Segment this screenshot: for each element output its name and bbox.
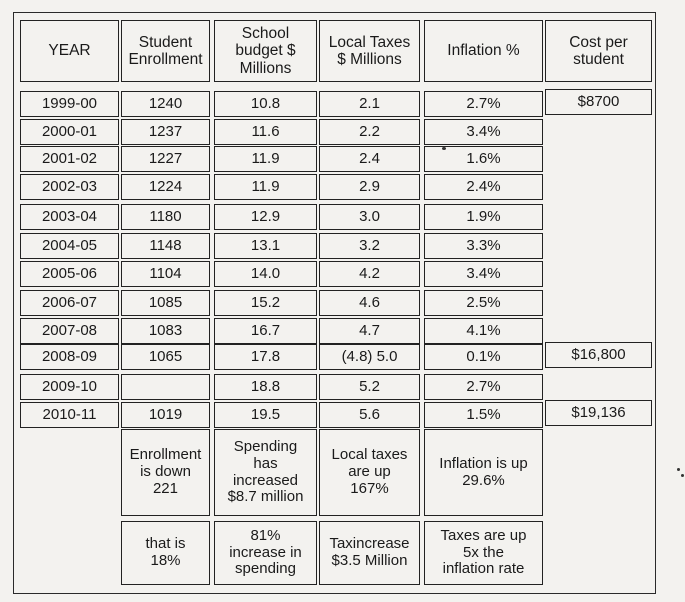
row-taxes-cell: 5.6 (319, 402, 420, 428)
row-cost-cell: $8700 (545, 89, 652, 115)
row-budget-cell: 13.1 (214, 233, 317, 259)
row-budget-cell: 10.8 (214, 91, 317, 117)
row-year-cell: 1999-00 (20, 91, 119, 117)
row-enrollment-cell: 1227 (121, 146, 210, 172)
summary1-taxes: Local taxes are up 167% (319, 429, 420, 516)
row-taxes-cell: 4.6 (319, 290, 420, 316)
row-year-cell: 2009-10 (20, 374, 119, 400)
row-enrollment-cell: 1224 (121, 174, 210, 200)
header-budget: School budget $ Millions (214, 20, 317, 82)
header-year: YEAR (20, 20, 119, 82)
row-year-cell: 2004-05 (20, 233, 119, 259)
header-taxes: Local Taxes $ Millions (319, 20, 420, 82)
row-year-cell: 2003-04 (20, 204, 119, 230)
row-budget-cell: 19.5 (214, 402, 317, 428)
row-enrollment-cell: 1104 (121, 261, 210, 287)
row-year-cell: 2000-01 (20, 119, 119, 145)
row-year-cell: 2005-06 (20, 261, 119, 287)
row-inflation-cell: 3.4% (424, 119, 543, 145)
scan-speck (677, 468, 680, 471)
row-taxes-cell: 2.4 (319, 146, 420, 172)
row-inflation-cell: 2.5% (424, 290, 543, 316)
row-taxes-cell: 2.2 (319, 119, 420, 145)
row-enrollment-cell: 1240 (121, 91, 210, 117)
row-taxes-cell: 4.2 (319, 261, 420, 287)
row-taxes-cell: 3.2 (319, 233, 420, 259)
summary2-budget: 81% increase in spending (214, 521, 317, 585)
summary1-inflation: Inflation is up 29.6% (424, 429, 543, 516)
row-inflation-cell: 1.5% (424, 402, 543, 428)
summary2-inflation: Taxes are up 5x the inflation rate (424, 521, 543, 585)
row-enrollment-cell: 1148 (121, 233, 210, 259)
row-taxes-cell: 3.0 (319, 204, 420, 230)
row-budget-cell: 12.9 (214, 204, 317, 230)
row-enrollment-cell: 1237 (121, 119, 210, 145)
row-inflation-cell: 4.1% (424, 318, 543, 344)
row-inflation-cell: 3.4% (424, 261, 543, 287)
row-taxes-cell: 5.2 (319, 374, 420, 400)
header-inflation: Inflation % (424, 20, 543, 82)
row-year-cell: 2001-02 (20, 146, 119, 172)
row-budget-cell: 14.0 (214, 261, 317, 287)
row-inflation-cell: 3.3% (424, 233, 543, 259)
row-budget-cell: 16.7 (214, 318, 317, 344)
row-inflation-cell: 0.1% (424, 344, 543, 370)
row-inflation-cell: 1.9% (424, 204, 543, 230)
row-year-cell: 2002-03 (20, 174, 119, 200)
row-year-cell: 2007-08 (20, 318, 119, 344)
row-taxes-cell: 2.9 (319, 174, 420, 200)
row-budget-cell: 11.6 (214, 119, 317, 145)
row-enrollment-cell: 1019 (121, 402, 210, 428)
summary2-enrollment: that is 18% (121, 521, 210, 585)
row-budget-cell: 11.9 (214, 146, 317, 172)
row-budget-cell: 18.8 (214, 374, 317, 400)
row-taxes-cell: 4.7 (319, 318, 420, 344)
row-enrollment-cell: 1083 (121, 318, 210, 344)
row-taxes-cell: (4.8) 5.0 (319, 344, 420, 370)
scan-speck (442, 147, 446, 150)
row-budget-cell: 17.8 (214, 344, 317, 370)
row-budget-cell: 11.9 (214, 174, 317, 200)
scan-speck (681, 474, 684, 477)
row-inflation-cell: 2.4% (424, 174, 543, 200)
row-year-cell: 2008-09 (20, 344, 119, 370)
row-enrollment-cell: 1065 (121, 344, 210, 370)
row-inflation-cell: 2.7% (424, 91, 543, 117)
row-inflation-cell: 2.7% (424, 374, 543, 400)
header-enrollment: Student Enrollment (121, 20, 210, 82)
summary1-enrollment: Enrollment is down 221 (121, 429, 210, 516)
row-taxes-cell: 2.1 (319, 91, 420, 117)
row-enrollment-cell: 1180 (121, 204, 210, 230)
summary2-taxes: Taxincrease $3.5 Million (319, 521, 420, 585)
header-cost: Cost per student (545, 20, 652, 82)
row-enrollment-cell (121, 374, 210, 400)
row-year-cell: 2010-11 (20, 402, 119, 428)
row-inflation-cell: 1.6% (424, 146, 543, 172)
row-cost-cell: $16,800 (545, 342, 652, 368)
row-cost-cell: $19,136 (545, 400, 652, 426)
row-year-cell: 2006-07 (20, 290, 119, 316)
row-enrollment-cell: 1085 (121, 290, 210, 316)
summary1-budget: Spending has increased $8.7 million (214, 429, 317, 516)
row-budget-cell: 15.2 (214, 290, 317, 316)
